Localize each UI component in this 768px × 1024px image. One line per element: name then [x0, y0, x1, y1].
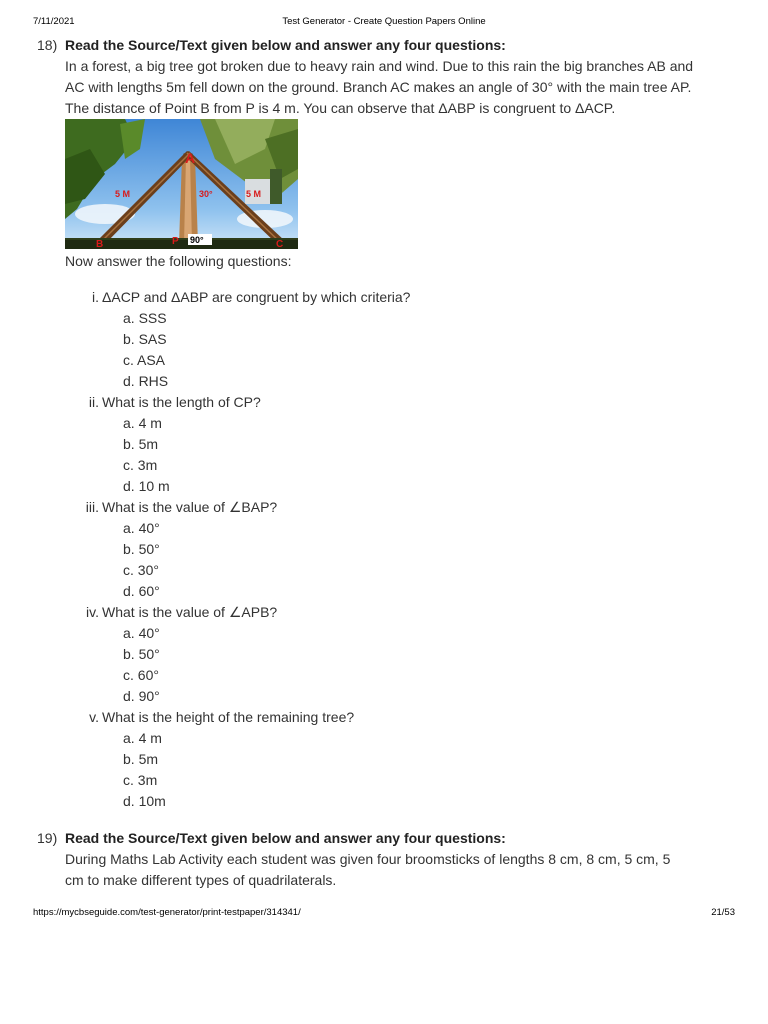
header-title: Test Generator - Create Question Papers Online [282, 16, 486, 27]
subquestion-text: What is the value of ∠BAP? [102, 499, 278, 515]
footer-url-link[interactable]: https://mycbseguide.com/test-generator/print-testpaper/314341/ [33, 907, 301, 918]
option: b. 5m [123, 436, 159, 452]
question-number: 19) [37, 830, 58, 846]
subquestion-numeral: ii. [88, 394, 99, 410]
questions-intro: Now answer the following questions: [65, 253, 292, 269]
option: a. 40° [123, 625, 160, 641]
footer-page-number: 21/53 [711, 907, 735, 918]
label-left-length: 5 M [115, 189, 131, 199]
label-p: P [172, 236, 179, 247]
option: b. SAS [123, 331, 167, 347]
label-b: B [96, 239, 104, 249]
option: d. 10m [123, 793, 166, 809]
option: d. 90° [123, 688, 160, 704]
subquestion-text: What is the value of ∠APB? [102, 604, 278, 620]
subquestion-numeral: v. [89, 709, 99, 725]
paragraph-line: AC with lengths 5m fell down on the ground. Branch AC makes an angle of 30° with the main tree AP. [65, 79, 692, 95]
option: d. RHS [123, 373, 169, 389]
label-a: A [185, 150, 196, 166]
subquestion-numeral: i. [92, 289, 99, 305]
subquestion-numeral: iv. [86, 604, 99, 620]
label-right-angle: 90° [190, 235, 204, 245]
question-number: 18) [37, 37, 58, 53]
option: a. 4 m [123, 730, 162, 746]
subquestion-text: ΔACP and ΔABP are congruent by which criteria? [102, 289, 411, 305]
label-angle: 30° [199, 189, 213, 199]
question-heading: Read the Source/Text given below and answer any four questions: [65, 830, 506, 846]
option: c. 30° [123, 562, 159, 578]
paragraph-line: cm to make different types of quadrilaterals. [65, 872, 337, 888]
header-date: 7/11/2021 [33, 16, 75, 27]
option: a. 40° [123, 520, 160, 536]
option: c. ASA [123, 352, 166, 368]
paragraph-line: During Maths Lab Activity each student was given four broomsticks of lengths 8 cm, 8 cm, 5 cm, 5 [65, 851, 671, 867]
option: c. 3m [123, 457, 158, 473]
option: c. 3m [123, 772, 158, 788]
paragraph-line: The distance of Point B from P is 4 m. You can observe that ΔABP is congruent to ΔACP. [65, 100, 616, 116]
subquestion-text: What is the length of CP? [102, 394, 261, 410]
question-heading: Read the Source/Text given below and answer any four questions: [65, 37, 506, 53]
label-right-length: 5 M [246, 189, 262, 199]
paragraph-line: In a forest, a big tree got broken due to heavy rain and wind. Due to this rain the big branches AB and [65, 58, 694, 74]
option: a. 4 m [123, 415, 162, 431]
option: b. 5m [123, 751, 159, 767]
option: c. 60° [123, 667, 159, 683]
subquestion-text: What is the height of the remaining tree? [102, 709, 355, 725]
question-paragraph [65, 56, 735, 119]
option: b. 50° [123, 646, 160, 662]
broken-tree-photo [65, 119, 298, 249]
option: b. 50° [123, 541, 160, 557]
subquestion-numeral: iii. [85, 499, 99, 515]
label-c: C [276, 239, 284, 249]
option: a. SSS [123, 310, 167, 326]
option: d. 60° [123, 583, 160, 599]
option: d. 10 m [123, 478, 170, 494]
question-paragraph [65, 849, 735, 891]
